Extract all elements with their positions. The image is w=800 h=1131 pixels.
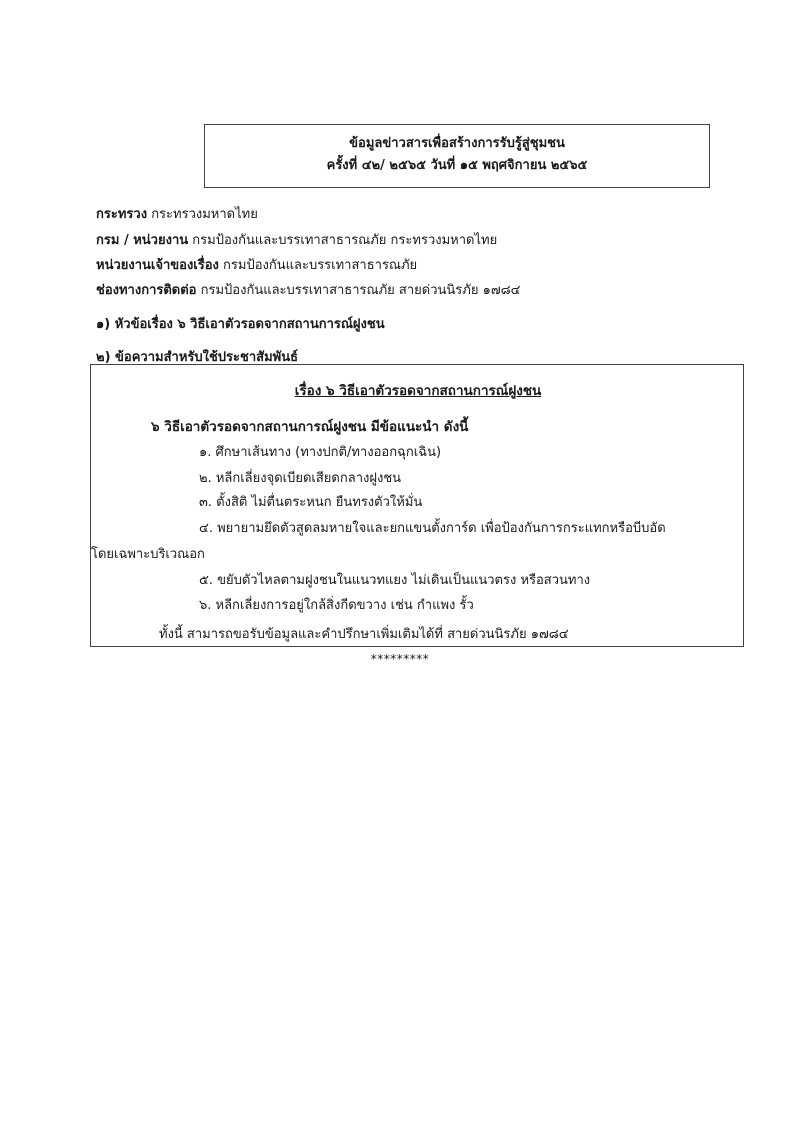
box-intro: ๖ วิธีเอาตัวรอดจากสถานการณ์ฝูงชน มีข้อแนะนำ ดังนี้ <box>151 419 469 435</box>
meta-ministry-label: กระทรวง <box>96 207 148 222</box>
list-item: ๖. หลีกเลี่ยงการอยู่ใกล้สิ่งกีดขวาง เช่น กำแพง รั้ว <box>199 598 474 613</box>
list-item: ๔. พยายามยึดตัวสูดลมหายใจและยกแขนตั้งการ์ด เพื่อป้องกันการกระแทกหรือบีบอัด <box>199 521 666 536</box>
box-footer: ทั้งนี้ สามารถขอรับข้อมูลและคำปรึกษาเพิ่มเติมได้ที่ สายด่วนนิรภัย ๑๗๘๔ <box>159 627 569 642</box>
meta-department-value: กรมป้องกันและบรรเทาสาธารณภัย กระทรวงมหาดไทย <box>192 233 498 248</box>
meta-contact-value: กรมป้องกันและบรรเทาสาธารณภัย สายด่วนนิรภัย ๑๗๘๔ <box>200 283 521 298</box>
header-subtitle: ครั้งที่ ๔๒/ ๒๕๖๕ วันที่ ๑๕ พฤศจิกายน ๒๕๖๕ <box>326 158 588 173</box>
section-topic: ๑) หัวข้อเรื่อง ๖ วิธีเอาตัวรอดจากสถานการณ์ฝูงชน <box>96 317 385 332</box>
section-message: ๒) ข้อความสำหรับใช้ประชาสัมพันธ์ <box>96 350 299 365</box>
header-box <box>204 124 710 188</box>
list-item: ๒. หลีกเลี่ยงจุดเบียดเสียดกลางฝูงชน <box>199 471 402 486</box>
list-item: ๑. ศึกษาเส้นทาง (ทางปกติ/ทางออกฉุกเฉิน) <box>199 445 442 460</box>
list-item: ๓. ตั้งสิติ ไม่ตื่นตระหนก ยืนทรงตัวให้มั่น <box>199 495 423 510</box>
meta-department <box>96 232 497 250</box>
box-title <box>91 379 745 401</box>
meta-department-label: กรม / หน่วยงาน <box>96 233 189 248</box>
meta-ministry <box>96 206 258 224</box>
meta-owner-value: กรมป้องกันและบรรเทาสาธารณภัย <box>223 258 418 273</box>
meta-ministry-value: กระทรวงมหาดไทย <box>151 207 258 222</box>
list-item-continuation: โดยเฉพาะบริเวณอก <box>91 547 205 562</box>
header-title: ข้อมูลข่าวสารเพื่อสร้างการรับรู้สู่ชุมชน <box>349 136 565 151</box>
end-marker: ********* <box>370 652 430 666</box>
meta-contact <box>96 282 520 300</box>
meta-owner <box>96 257 417 275</box>
meta-contact-label: ช่องทางการติดต่อ <box>96 283 197 298</box>
box-title-text: เรื่อง ๖ วิธีเอาตัวรอดจากสถานการณ์ฝูงชน <box>294 383 542 399</box>
message-box <box>90 364 744 647</box>
meta-owner-label: หน่วยงานเจ้าของเรื่อง <box>96 258 219 273</box>
list-item: ๕. ขยับตัวไหลตามฝูงชนในแนวทแยง ไม่เดินเป็นแนวตรง หรือสวนทาง <box>199 573 591 588</box>
